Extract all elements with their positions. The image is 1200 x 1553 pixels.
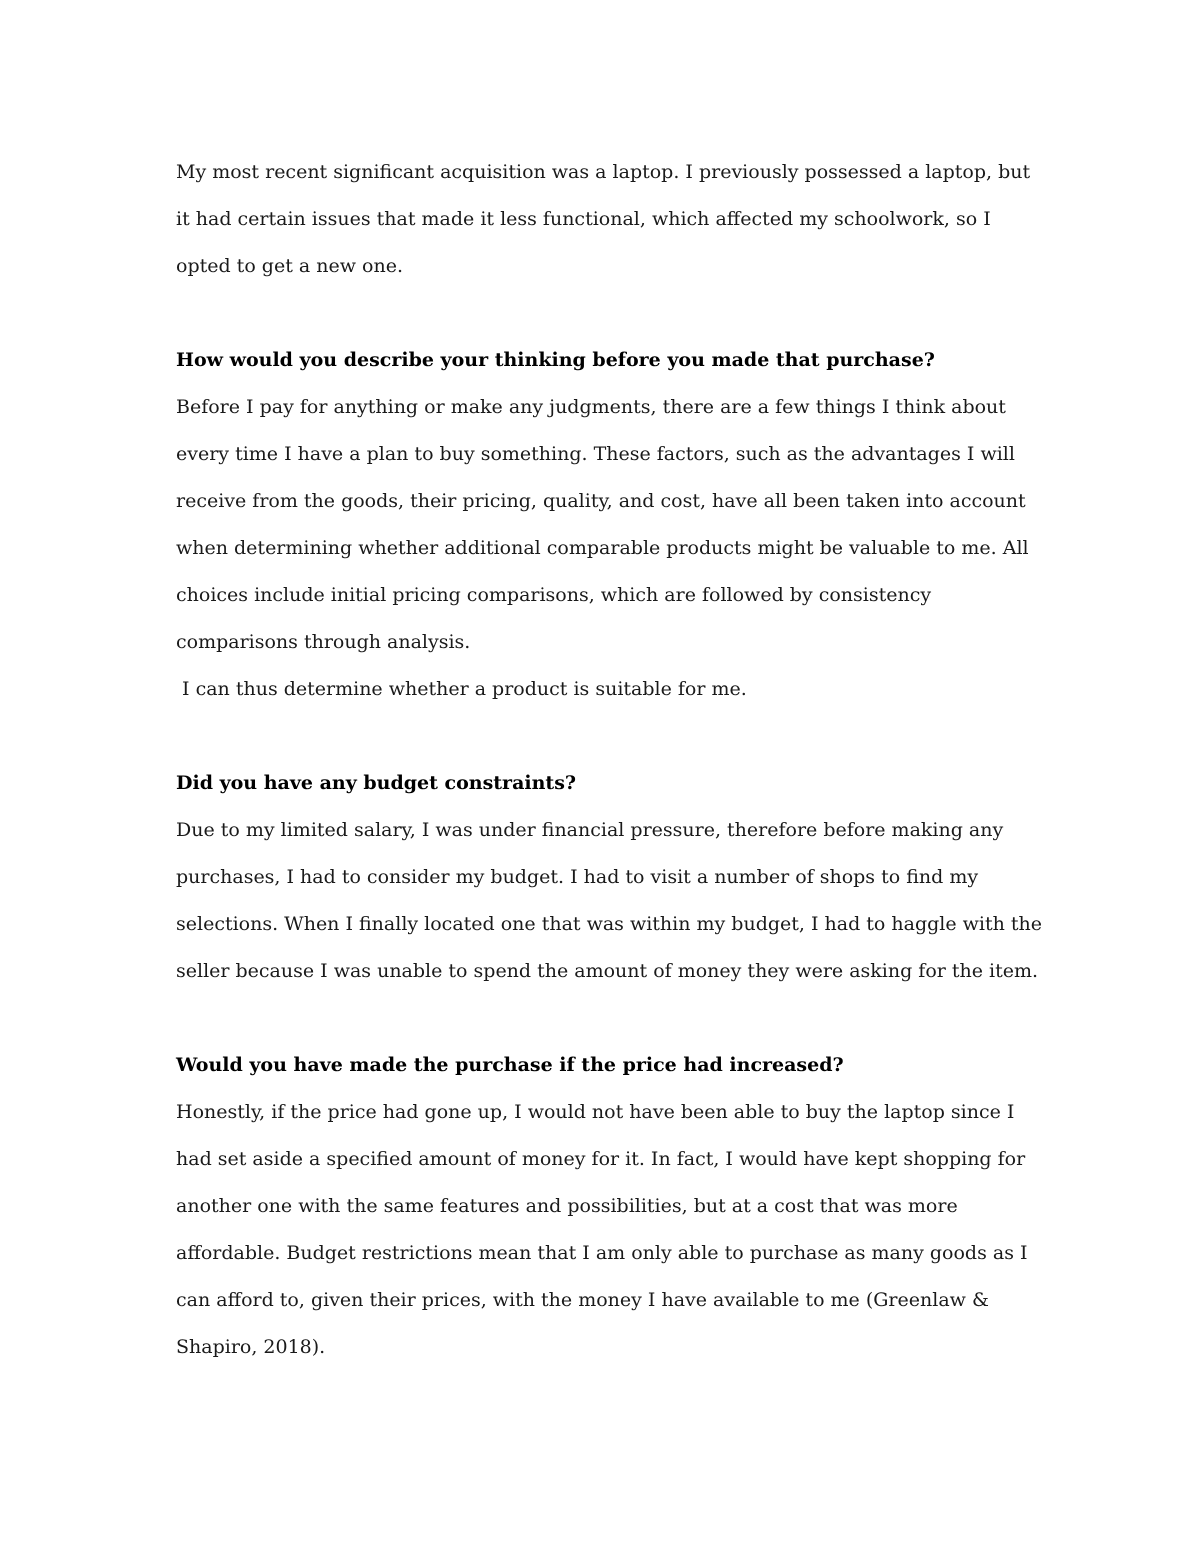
text-line: choices include initial pricing comparisons, which are followed by consistency [176, 584, 932, 606]
text-line: every time I have a plan to buy something. These factors, such as the advantages I will [176, 443, 1015, 465]
text-line: selections. When I finally located one that was within my budget, I had to haggle with the [176, 913, 1043, 935]
text-line: receive from the goods, their pricing, quality, and cost, have all been taken into account [176, 490, 1026, 512]
text-line: Before I pay for anything or make any judgments, there are a few things I think about [176, 396, 1006, 418]
text-line: Due to my limited salary, I was under financial pressure, therefore before making any [176, 819, 1004, 841]
section-price-increase [176, 1042, 1046, 1371]
text-line: opted to get a new one. [176, 255, 403, 277]
text-line: purchases, I had to consider my budget. I had to visit a number of shops to find my [176, 866, 979, 888]
intro-paragraph [176, 149, 1046, 290]
text-line: seller because I was unable to spend the amount of money they were asking for the item. [176, 960, 1039, 982]
paragraph-spacer [176, 713, 1046, 760]
section-thinking [176, 337, 1046, 713]
text-line: My most recent significant acquisition was a laptop. I previously possessed a laptop, but [176, 161, 1031, 183]
document-body [176, 149, 1046, 1371]
text-line: another one with the same features and possibilities, but at a cost that was more [176, 1195, 958, 1217]
text-line: I can thus determine whether a product is suitable for me. [176, 678, 747, 700]
section-heading: How would you describe your thinking before you made that purchase? [176, 349, 935, 371]
text-line: had set aside a specified amount of money for it. In fact, I would have kept shopping for [176, 1148, 1026, 1170]
text-line: can afford to, given their prices, with the money I have available to me (Greenlaw & [176, 1289, 989, 1311]
text-line: Honestly, if the price had gone up, I would not have been able to buy the laptop since I [176, 1101, 1015, 1123]
text-line: Shapiro, 2018). [176, 1336, 326, 1358]
section-budget [176, 760, 1046, 995]
text-line: comparisons through analysis. [176, 631, 471, 653]
text-line: when determining whether additional comparable products might be valuable to me. All [176, 537, 1029, 559]
section-heading: Would you have made the purchase if the price had increased? [176, 1054, 844, 1076]
section-heading: Did you have any budget constraints? [176, 772, 577, 794]
paragraph-spacer [176, 290, 1046, 337]
text-line: affordable. Budget restrictions mean that I am only able to purchase as many goods as I [176, 1242, 1028, 1264]
paragraph-spacer [176, 995, 1046, 1042]
text-line: it had certain issues that made it less functional, which affected my schoolwork, so I [176, 208, 991, 230]
